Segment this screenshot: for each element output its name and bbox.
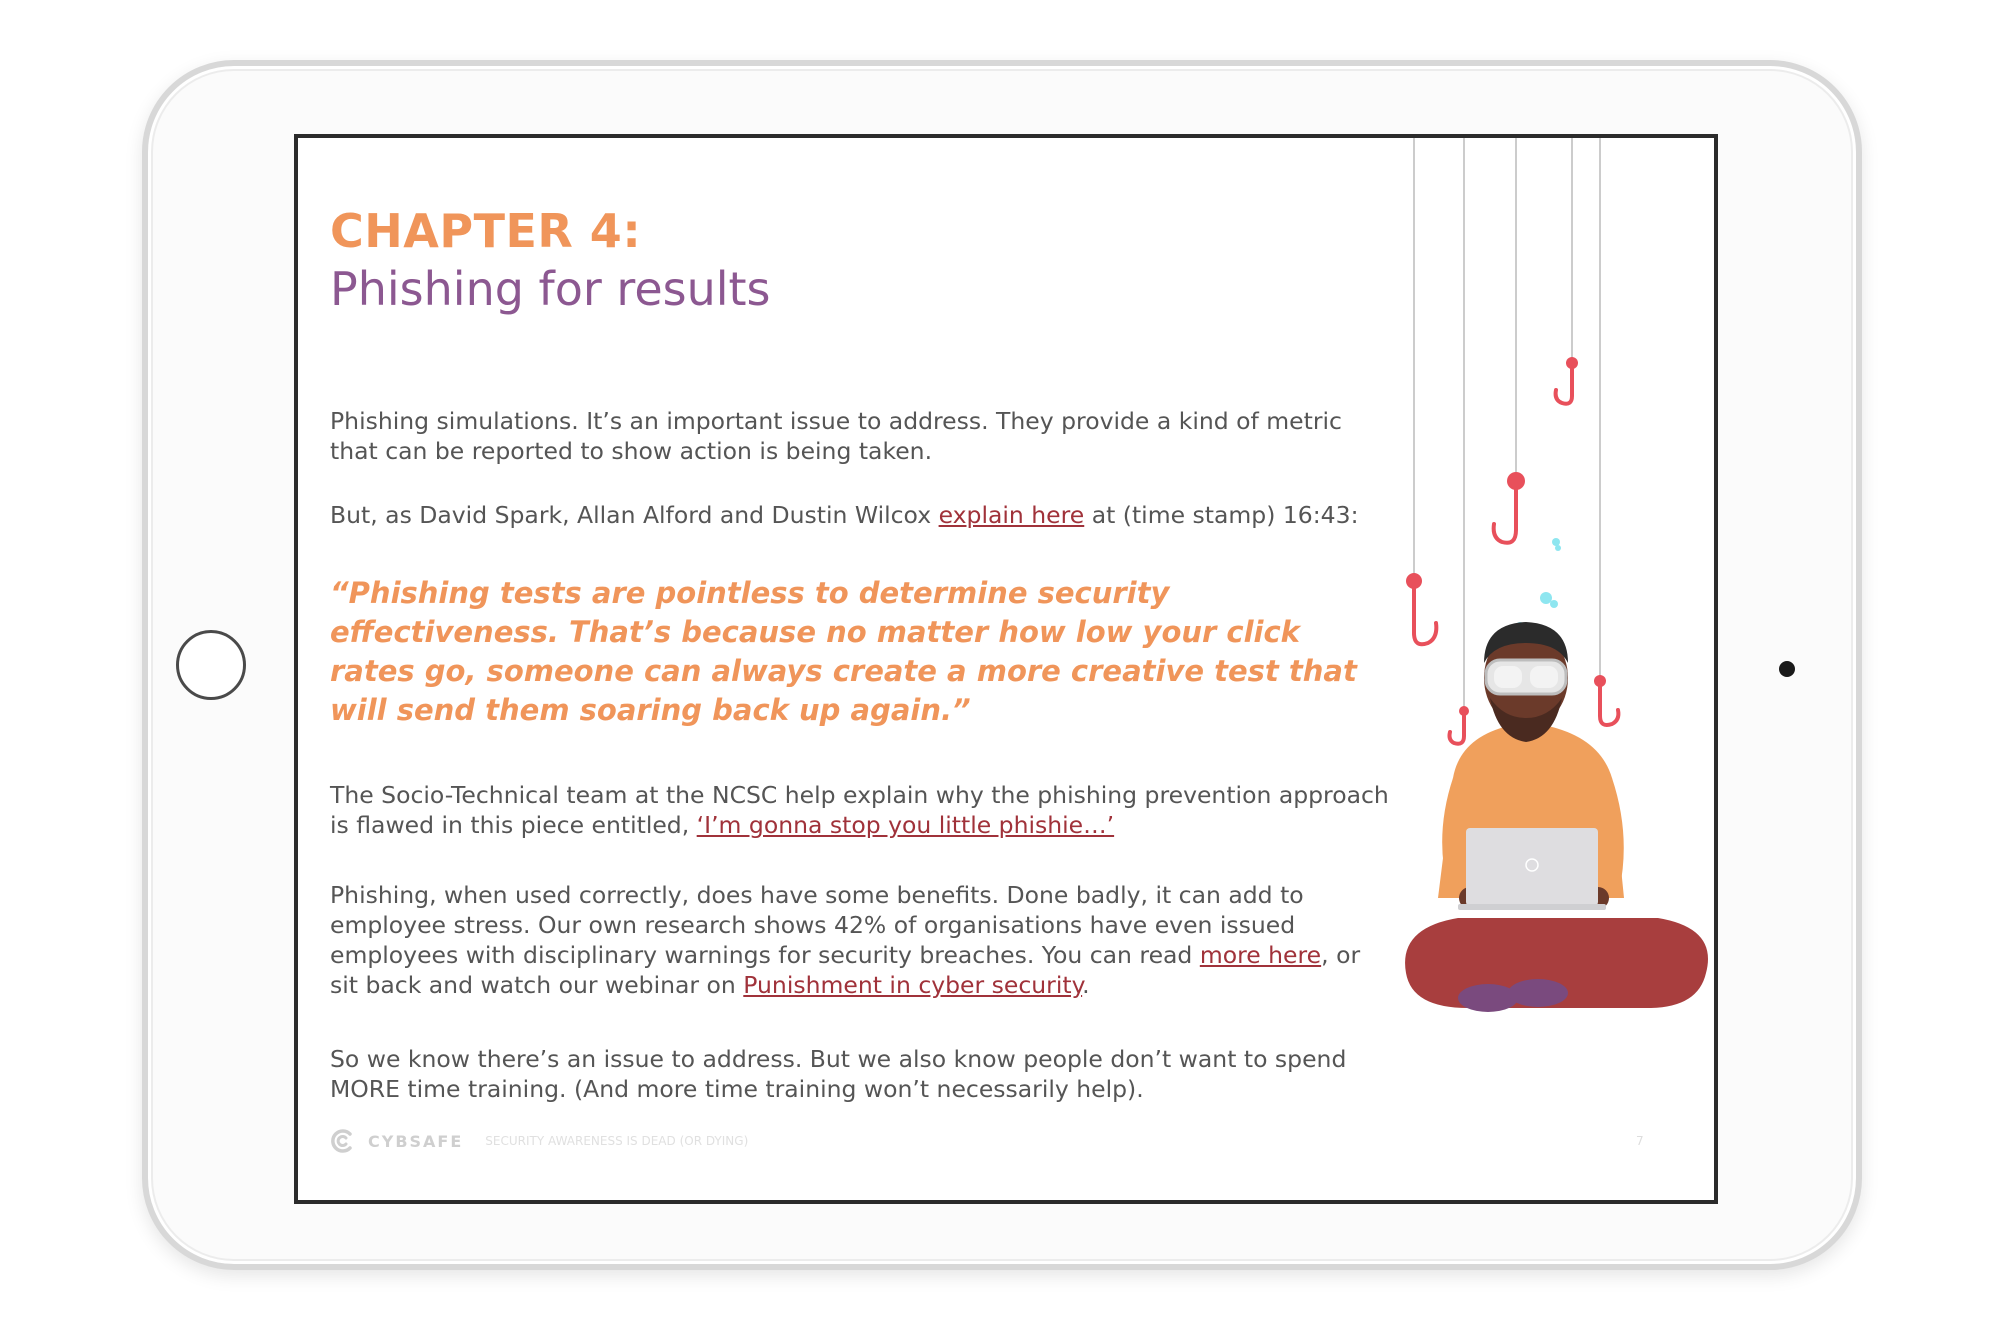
chapter-title: Phishing for results — [330, 262, 771, 316]
explain-here-link[interactable]: explain here — [938, 501, 1085, 529]
bubbles — [1516, 538, 1561, 630]
paragraph-sources-text: But, as David Spark, Allan Alford and Dustin Wilcox — [330, 501, 939, 529]
paragraph-conclusion — [330, 1044, 1390, 1104]
paragraph-conclusion-text: So we know there’s an issue to address. But we also know people don’t want to spend MORE time training. (And more time training won’t necessarily help). — [330, 1045, 1347, 1103]
phishie-article-link[interactable]: ‘I’m gonna stop you little phishie…’ — [696, 811, 1115, 839]
paragraph-ncsc-text: The Socio-Technical team at the NCSC help explain why the phishing prevention approach is flawed in this piece entitled, — [330, 781, 1389, 839]
footer-brand: CYBSAFE — [368, 1131, 464, 1151]
paragraph-intro-text: Phishing simulations. It’s an important issue to address. They provide a kind of metric that can be reported to show action is being taken. — [330, 407, 1342, 465]
paragraph-sources — [330, 500, 1390, 530]
paragraph-benefits-end: . — [1082, 971, 1090, 999]
fishing-lines — [1414, 138, 1600, 708]
paragraph-ncsc — [330, 780, 1390, 840]
more-here-link[interactable]: more here — [1199, 941, 1322, 969]
paragraph-benefits-middle: , or sit back and watch our webinar on — [330, 941, 1361, 999]
punishment-webinar-link[interactable]: Punishment in cyber security — [743, 971, 1083, 999]
laptop-icon — [1466, 828, 1598, 906]
paragraph-intro — [330, 406, 1390, 466]
home-button[interactable] — [176, 630, 246, 700]
ebook-page — [294, 134, 1718, 1204]
page-number: 7 — [1636, 1134, 1644, 1148]
chapter-label: CHAPTER 4: — [330, 204, 642, 258]
page-footer — [330, 1128, 748, 1154]
pull-quote: “Phishing tests are pointless to determine security effectiveness. That’s because no matter how low your click rates go, someone can always create a more creative test that will send them soaring back up again.” — [330, 576, 1357, 727]
paragraph-benefits — [330, 880, 1390, 1000]
paragraph-sources-timestamp: at (time stamp) 16:43: — [1084, 501, 1359, 529]
paragraph-benefits-text: Phishing, when used correctly, does have some benefits. Done badly, it can add to employee stress. Our own research shows 42% of organisations have even issued employees with disciplinary warnings for security breaches. You can read — [330, 881, 1304, 969]
cybsafe-logo-icon — [330, 1128, 356, 1154]
footer-tagline: SECURITY AWARENESS IS DEAD (OR DYING) — [485, 1134, 749, 1148]
front-camera-icon — [1779, 661, 1795, 677]
person-fishing-hooks-illustration — [1398, 138, 1718, 1098]
